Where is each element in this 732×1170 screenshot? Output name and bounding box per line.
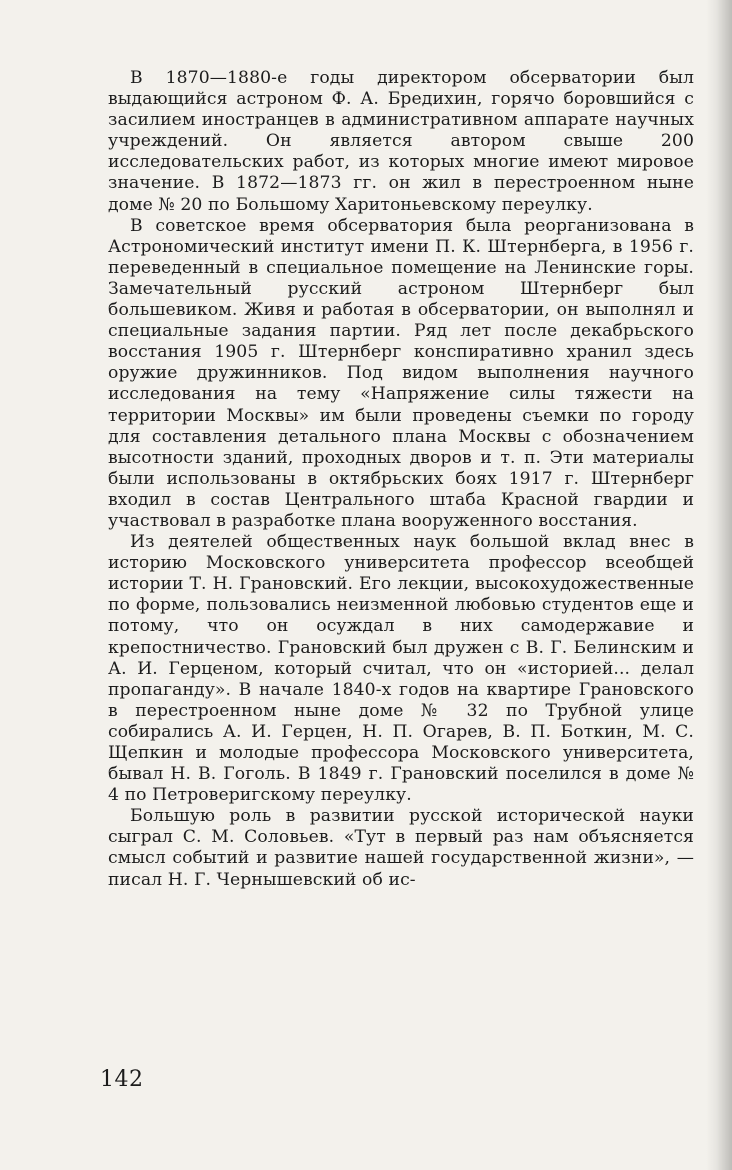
paragraph-sternberg: В советское время обсерватория была реорганизована в Астрономический институт имени П. К. Штернберга, в 1956 г. переведенный в специальное помещение на Ленинские горы. Замечательный русский астроном Штернберг был большевиком. Живя и работая в обсерватории, он выполнял и специальные задания партии. Ряд лет после декабрьского восстания 1905 г. Штернберг конспиративно хранил здесь оружие дружинников. Под видом выполнения научного исследования на тему «Напряжение силы тяжести на территории Москвы» им были проведены съемки по городу для составления детального плана Москвы с обозначением высотности зданий, проходных дворов и т. п. Эти материалы были использованы в октябрьских боях 1917 г. Штернберг входил в состав Центрального штаба Красной гвардии и участвовал в разработке плана вооруженного восстания.: [108, 215, 694, 531]
paragraph-solovyov: Большую роль в развитии русской исторической науки сыграл С. М. Соловьев. «Тут в первый раз нам объясняется смысл событий и развитие нашей государственной жизни», — писал Н. Г. Чернышевский об ис-: [108, 806, 694, 890]
body-text: [108, 68, 694, 891]
paragraph-granovsky: Из деятелей общественных наук большой вклад внес в историю Московского университета профессор всеобщей истории Т. Н. Грановский. Его лекции, высокохудожественные по форме, пользовались неизменной любовью студентов еще и потому, что он осуждал в них самодержавие и крепостничество. Грановский был дружен с В. Г. Белинским и А. И. Герценом, который считал, что он «историей... делал пропаганду». В начале 1840-х годов на квартире Грановского в перестроенном ныне доме № 32 по Трубной улице собирались А. И. Герцен, Н. П. Огарев, В. П. Боткин, М. С. Щепкин и молодые профессора Московского университета, бывал Н. В. Гоголь. В 1849 г. Грановский поселился в доме № 4 по Петроверигскому переулку.: [108, 532, 694, 806]
page-binding-shadow: [706, 0, 732, 1170]
paragraph-bredikhin: В 1870—1880-е годы директором обсерватории был выдающийся астроном Ф. А. Бредихин, горячо боровшийся с засилием иностранцев в административном аппарате научных учреждений. Он является автором свыше 200 исследовательских работ, из которых многие имеют мировое значение. В 1872—1873 гг. он жил в перестроенном ныне доме № 20 по Большому Харитоньевскому переулку.: [108, 68, 694, 215]
page-number: 142: [100, 1067, 144, 1092]
